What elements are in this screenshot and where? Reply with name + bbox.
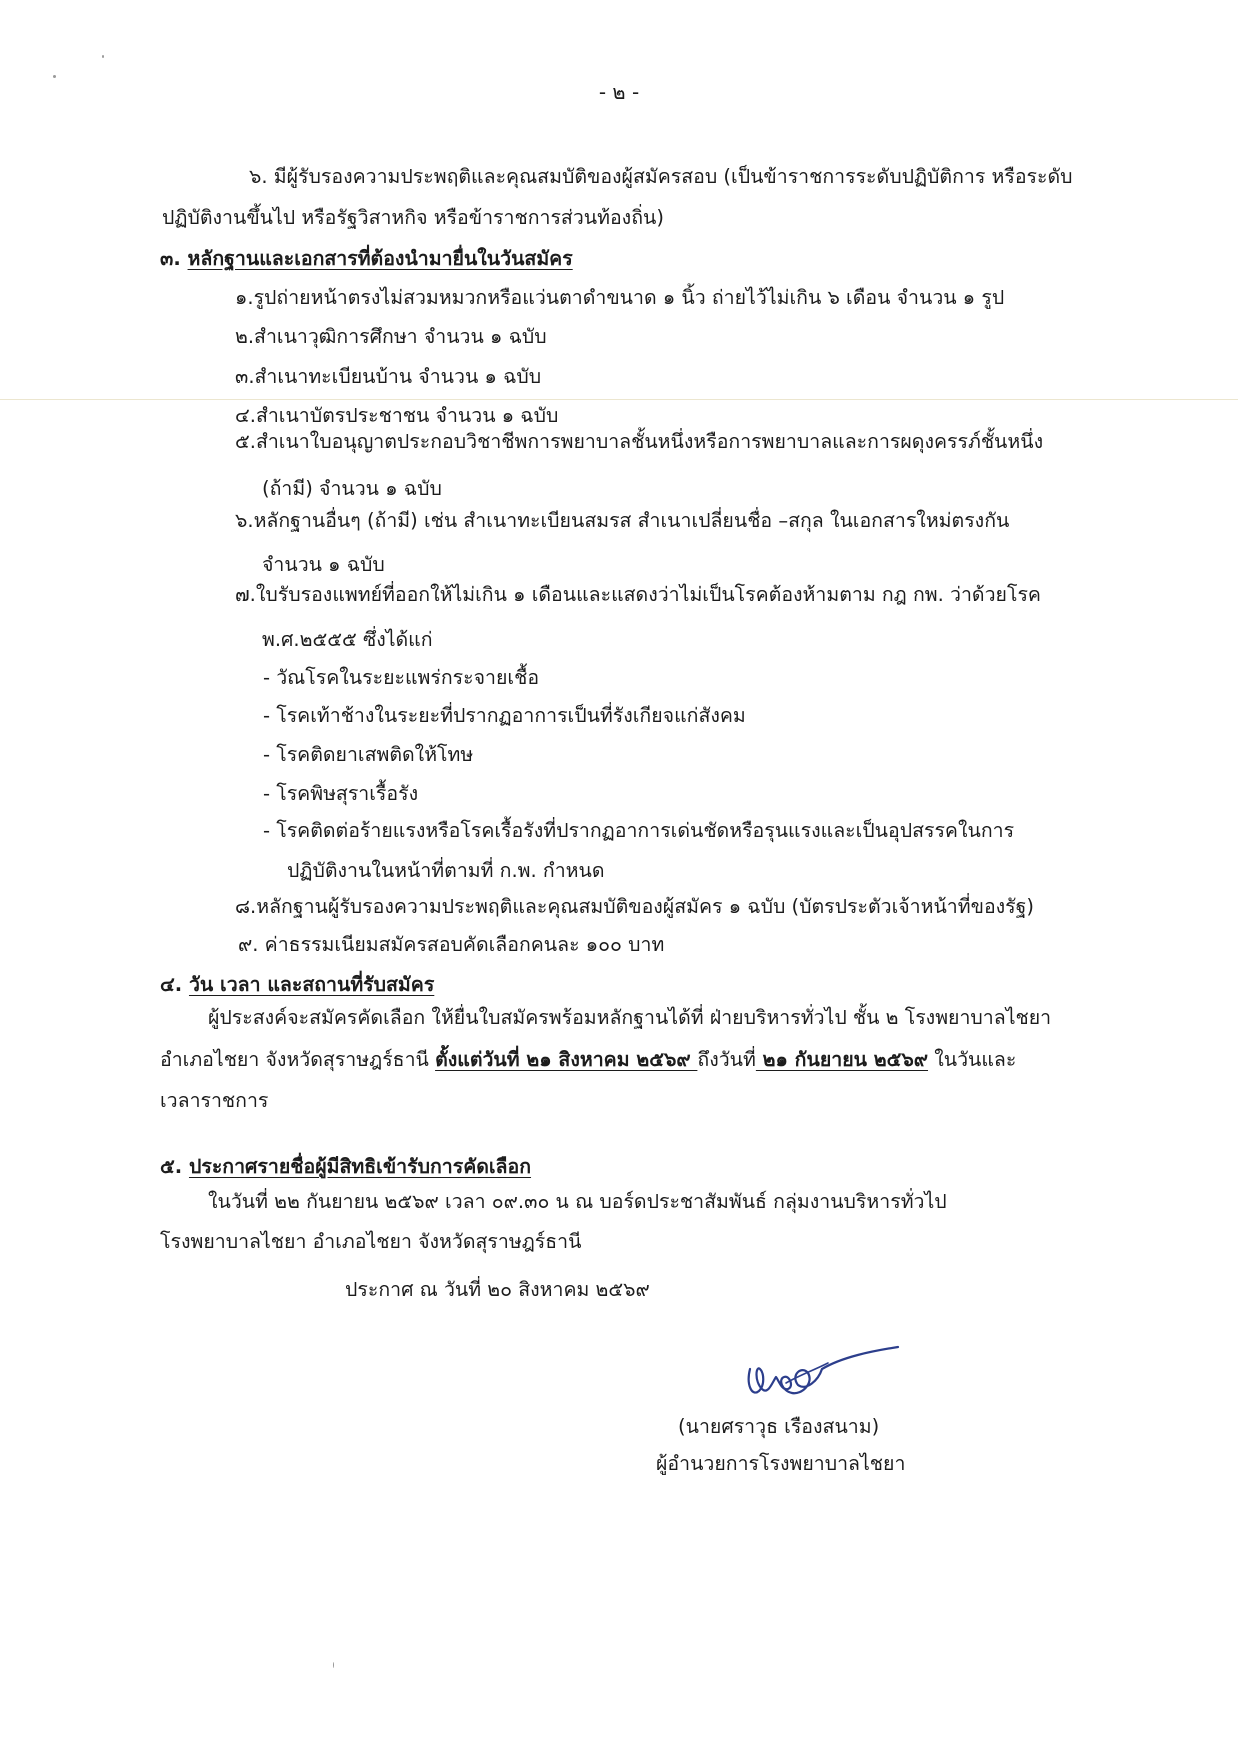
item-6-line-1: ๖. มีผู้รับรองความประพฤติและคุณสมบัติของผู้สมัครสอบ (เป็นข้าราชการระดับปฏิบัติการ หรือระดับ: [249, 165, 1073, 188]
doc-item-5-line-1: ๕.สำเนาใบอนุญาตประกอบวิชาชีพการพยาบาลชั้นหนึ่งหรือการพยาบาลและการผดุงครรภ์ชั้นหนึ่ง: [235, 430, 1044, 453]
doc-item-6-line-1: ๖.หลักฐานอื่นๆ (ถ้ามี) เช่น สำเนาทะเบียนสมรส สำเนาเปลี่ยนชื่อ –สกุล ในเอกสารใหม่ตรงกัน: [235, 509, 1010, 532]
scan-speck: [102, 55, 104, 58]
end-date: ๒๑ กันยายน ๒๕๖๙: [755, 1048, 929, 1071]
until-text: ถึงวันที่: [697, 1048, 756, 1071]
disease-5-line-2: ปฏิบัติงานในหน้าที่ตามที่ ก.พ. กำหนด: [287, 859, 605, 882]
section-5-para-line-1: ในวันที่ ๒๒ กันยายน ๒๕๖๙ เวลา ๐๙.๓๐ น ณ บอร์ดประชาสัมพันธ์ กลุ่มงานบริหารทั่วไป: [208, 1190, 947, 1213]
scan-speck: [333, 1662, 334, 1668]
section-5-para-line-2: โรงพยาบาลไชยา อำเภอไชยา จังหวัดสุราษฎร์ธานี: [160, 1230, 582, 1253]
section-4-para-line-2: [160, 1046, 1016, 1074]
item-6-line-2: ปฏิบัติงานขึ้นไป หรือรัฐวิสาหกิจ หรือข้าราชการส่วนท้องถิ่น): [162, 206, 664, 229]
start-date: ตั้งแต่วันที่ ๒๑ สิงหาคม ๒๕๖๙: [435, 1048, 698, 1071]
disease-5-line-1: - โรคติดต่อร้ายแรงหรือโรคเรื้อรังที่ปรากฏอาการเด่นชัดหรือรุนแรงและเป็นอุปสรรคในการ: [263, 819, 1015, 842]
doc-item-6-line-2: จำนวน ๑ ฉบับ: [262, 553, 385, 576]
section-3-title: หลักฐานและเอกสารที่ต้องนำมายื่นในวันสมัคร: [187, 247, 573, 270]
office-hours-text: ในวันและ: [928, 1048, 1017, 1071]
section-4-para-line-1: ผู้ประสงค์จะสมัครคัดเลือก ให้ยื่นใบสมัครพร้อมหลักฐานได้ที่ ฝ่ายบริหารทั่วไป ชั้น ๒ โรงพยาบาลไชยา: [208, 1006, 1052, 1029]
disease-1: - วัณโรคในระยะแพร่กระจายเชื้อ: [263, 666, 540, 689]
section-5-number: ๕.: [160, 1155, 183, 1178]
section-3-number: ๓.: [160, 247, 181, 270]
signer-name: (นายศราวุธ เรืองสนาม): [678, 1415, 880, 1438]
disease-4: - โรคพิษสุราเรื้อรัง: [263, 782, 419, 805]
disease-2: - โรคเท้าช้างในระยะที่ปรากฏอาการเป็นที่รังเกียจแก่สังคม: [263, 704, 746, 727]
disease-3: - โรคติดยาเสพติดให้โทษ: [263, 743, 474, 766]
signer-title: ผู้อำนวยการโรงพยาบาลไชยา: [656, 1452, 906, 1475]
doc-item-2: ๒.สำเนาวุฒิการศึกษา จำนวน ๑ ฉบับ: [235, 325, 547, 348]
page-number: - ๒ -: [598, 80, 640, 104]
doc-item-4: ๔.สำเนาบัตรประชาชน จำนวน ๑ ฉบับ: [235, 404, 559, 427]
section-5-title: ประกาศรายชื่อผู้มีสิทธิเข้ารับการคัดเลือก: [188, 1155, 532, 1178]
doc-item-8: ๘.หลักฐานผู้รับรองความประพฤติและคุณสมบัติของผู้สมัคร ๑ ฉบับ (บัตรประตัวเจ้าหน้าที่ของรัฐ): [235, 895, 1035, 918]
section-4-heading: [160, 971, 434, 999]
section-4-number: ๔.: [160, 973, 183, 996]
section-3-heading: [160, 245, 573, 273]
doc-item-1: ๑.รูปถ่ายหน้าตรงไม่สวมหมวกหรือแว่นตาดำขนาด ๑ นิ้ว ถ่ายไว้ไม่เกิน ๖ เดือน จำนวน ๑ รูป: [235, 286, 1005, 309]
location-text: อำเภอไชยา จังหวัดสุราษฎร์ธานี: [160, 1048, 436, 1071]
section-4-title: วัน เวลา และสถานที่รับสมัคร: [188, 973, 435, 996]
doc-item-5-line-2: (ถ้ามี) จำนวน ๑ ฉบับ: [262, 477, 442, 500]
signature-image: [742, 1333, 912, 1403]
announcement-date: ประกาศ ณ วันที่ ๒๐ สิงหาคม ๒๕๖๙: [345, 1278, 650, 1301]
section-5-heading: [160, 1153, 531, 1181]
doc-item-7-line-2: พ.ศ.๒๕๕๕ ซึ่งได้แก่: [262, 628, 433, 651]
doc-item-7-line-1: ๗.ใบรับรองแพทย์ที่ออกให้ไม่เกิน ๑ เดือนและแสดงว่าไม่เป็นโรคต้องห้ามตาม กฎ กพ. ว่าด้วยโรค: [235, 583, 1041, 606]
doc-item-9: ๙. ค่าธรรมเนียมสมัครสอบคัดเลือกคนละ ๑๐๐ บาท: [238, 933, 665, 956]
paper-fold-line: [0, 399, 1238, 400]
section-4-para-line-3: เวลาราชการ: [160, 1089, 269, 1112]
doc-item-3: ๓.สำเนาทะเบียนบ้าน จำนวน ๑ ฉบับ: [235, 365, 542, 388]
